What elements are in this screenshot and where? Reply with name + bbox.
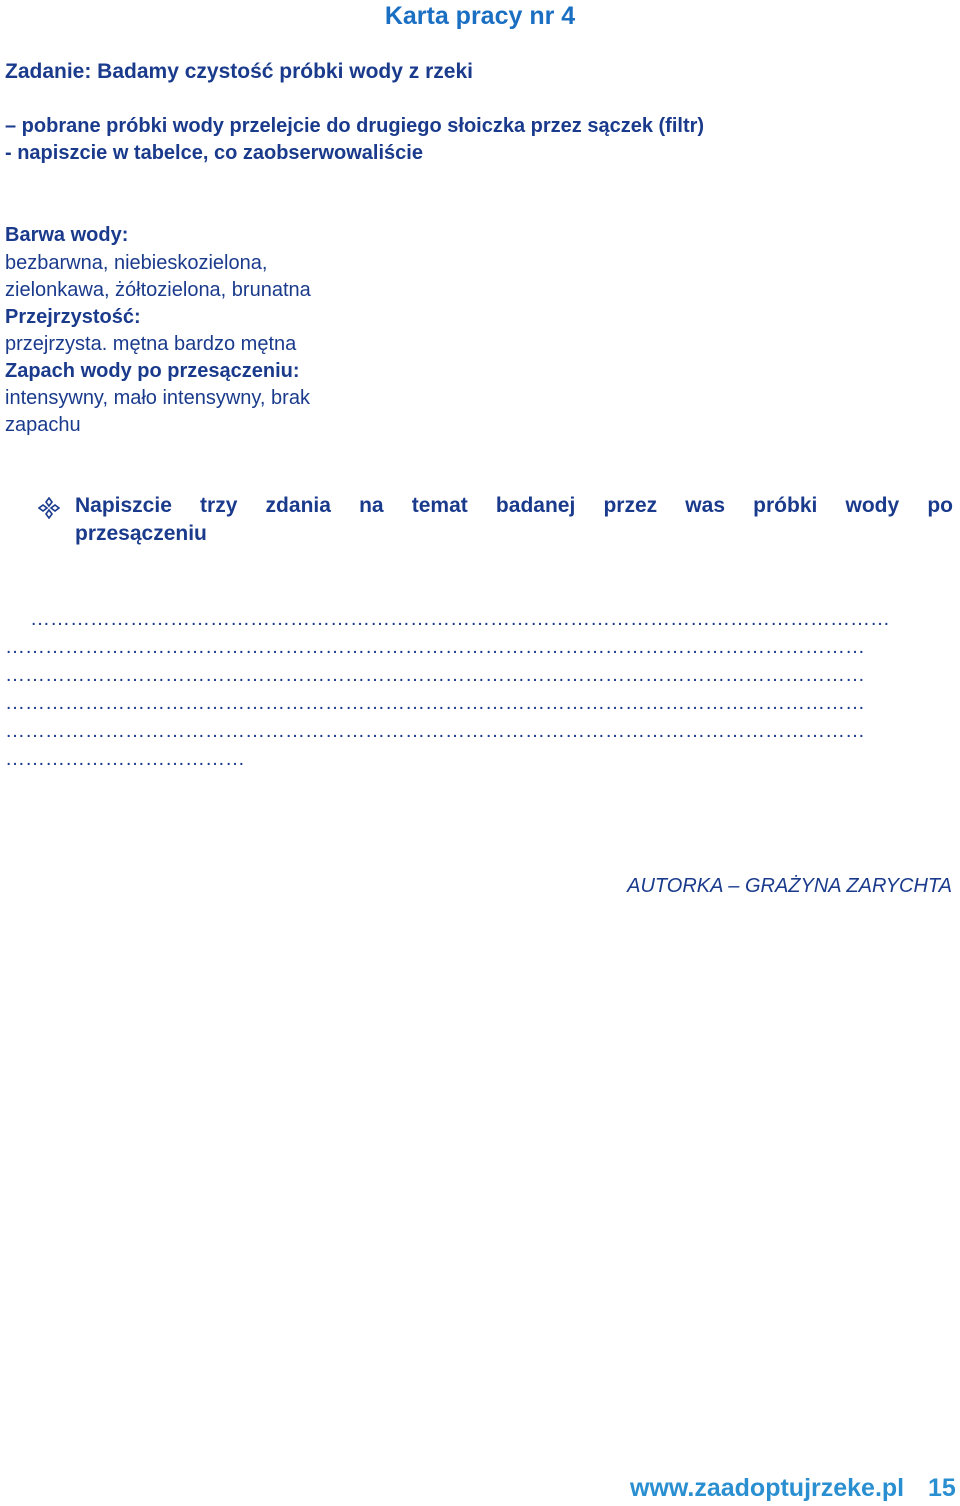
- diamond-bullet-icon: [38, 497, 60, 519]
- page-number: 15: [928, 1474, 956, 1502]
- answer-line-3: …………………………………………………………………………………………………………………: [5, 664, 865, 686]
- smell-label: Zapach wody po przesączeniu:: [5, 360, 300, 382]
- author-credit: AUTORKA – GRAŻYNA ZARYCHTA: [627, 875, 952, 897]
- task-heading: Zadanie: Badamy czystość próbki wody z rzeki: [5, 60, 473, 83]
- answer-line-5: …………………………………………………………………………………………………………………: [5, 720, 865, 742]
- instruction-line-2: - napiszcie w tabelce, co zaobserwowaliście: [5, 142, 423, 164]
- footer-website-link[interactable]: www.zaadoptujrzeke.pl: [630, 1474, 905, 1502]
- bullet-task-line-1: Napiszcie trzy zdania na temat badanej przez was próbki wody po: [75, 494, 953, 517]
- smell-options-line-2: zapachu: [5, 414, 81, 436]
- page-title: Karta pracy nr 4: [384, 2, 576, 30]
- smell-options-line-1: intensywny, mało intensywny, brak: [5, 387, 310, 409]
- color-options-line-2: zielonkawa, żółtozielona, brunatna: [5, 279, 311, 301]
- bullet-task-line-2: przesączeniu: [75, 522, 207, 545]
- color-options-line-1: bezbarwna, niebieskozielona,: [5, 252, 268, 274]
- answer-line-4: …………………………………………………………………………………………………………………: [5, 692, 865, 714]
- answer-line-2: …………………………………………………………………………………………………………………: [5, 636, 865, 658]
- clarity-options: przejrzysta. mętna bardzo mętna: [5, 333, 297, 355]
- answer-line-6: ………………………………: [5, 748, 245, 770]
- instruction-line-1: – pobrane próbki wody przelejcie do drugiego słoiczka przez sączek (filtr): [5, 115, 705, 137]
- clarity-label: Przejrzystość:: [5, 306, 141, 328]
- color-label: Barwa wody:: [5, 224, 129, 246]
- answer-line-1: …………………………………………………………………………………………………………………: [30, 608, 890, 630]
